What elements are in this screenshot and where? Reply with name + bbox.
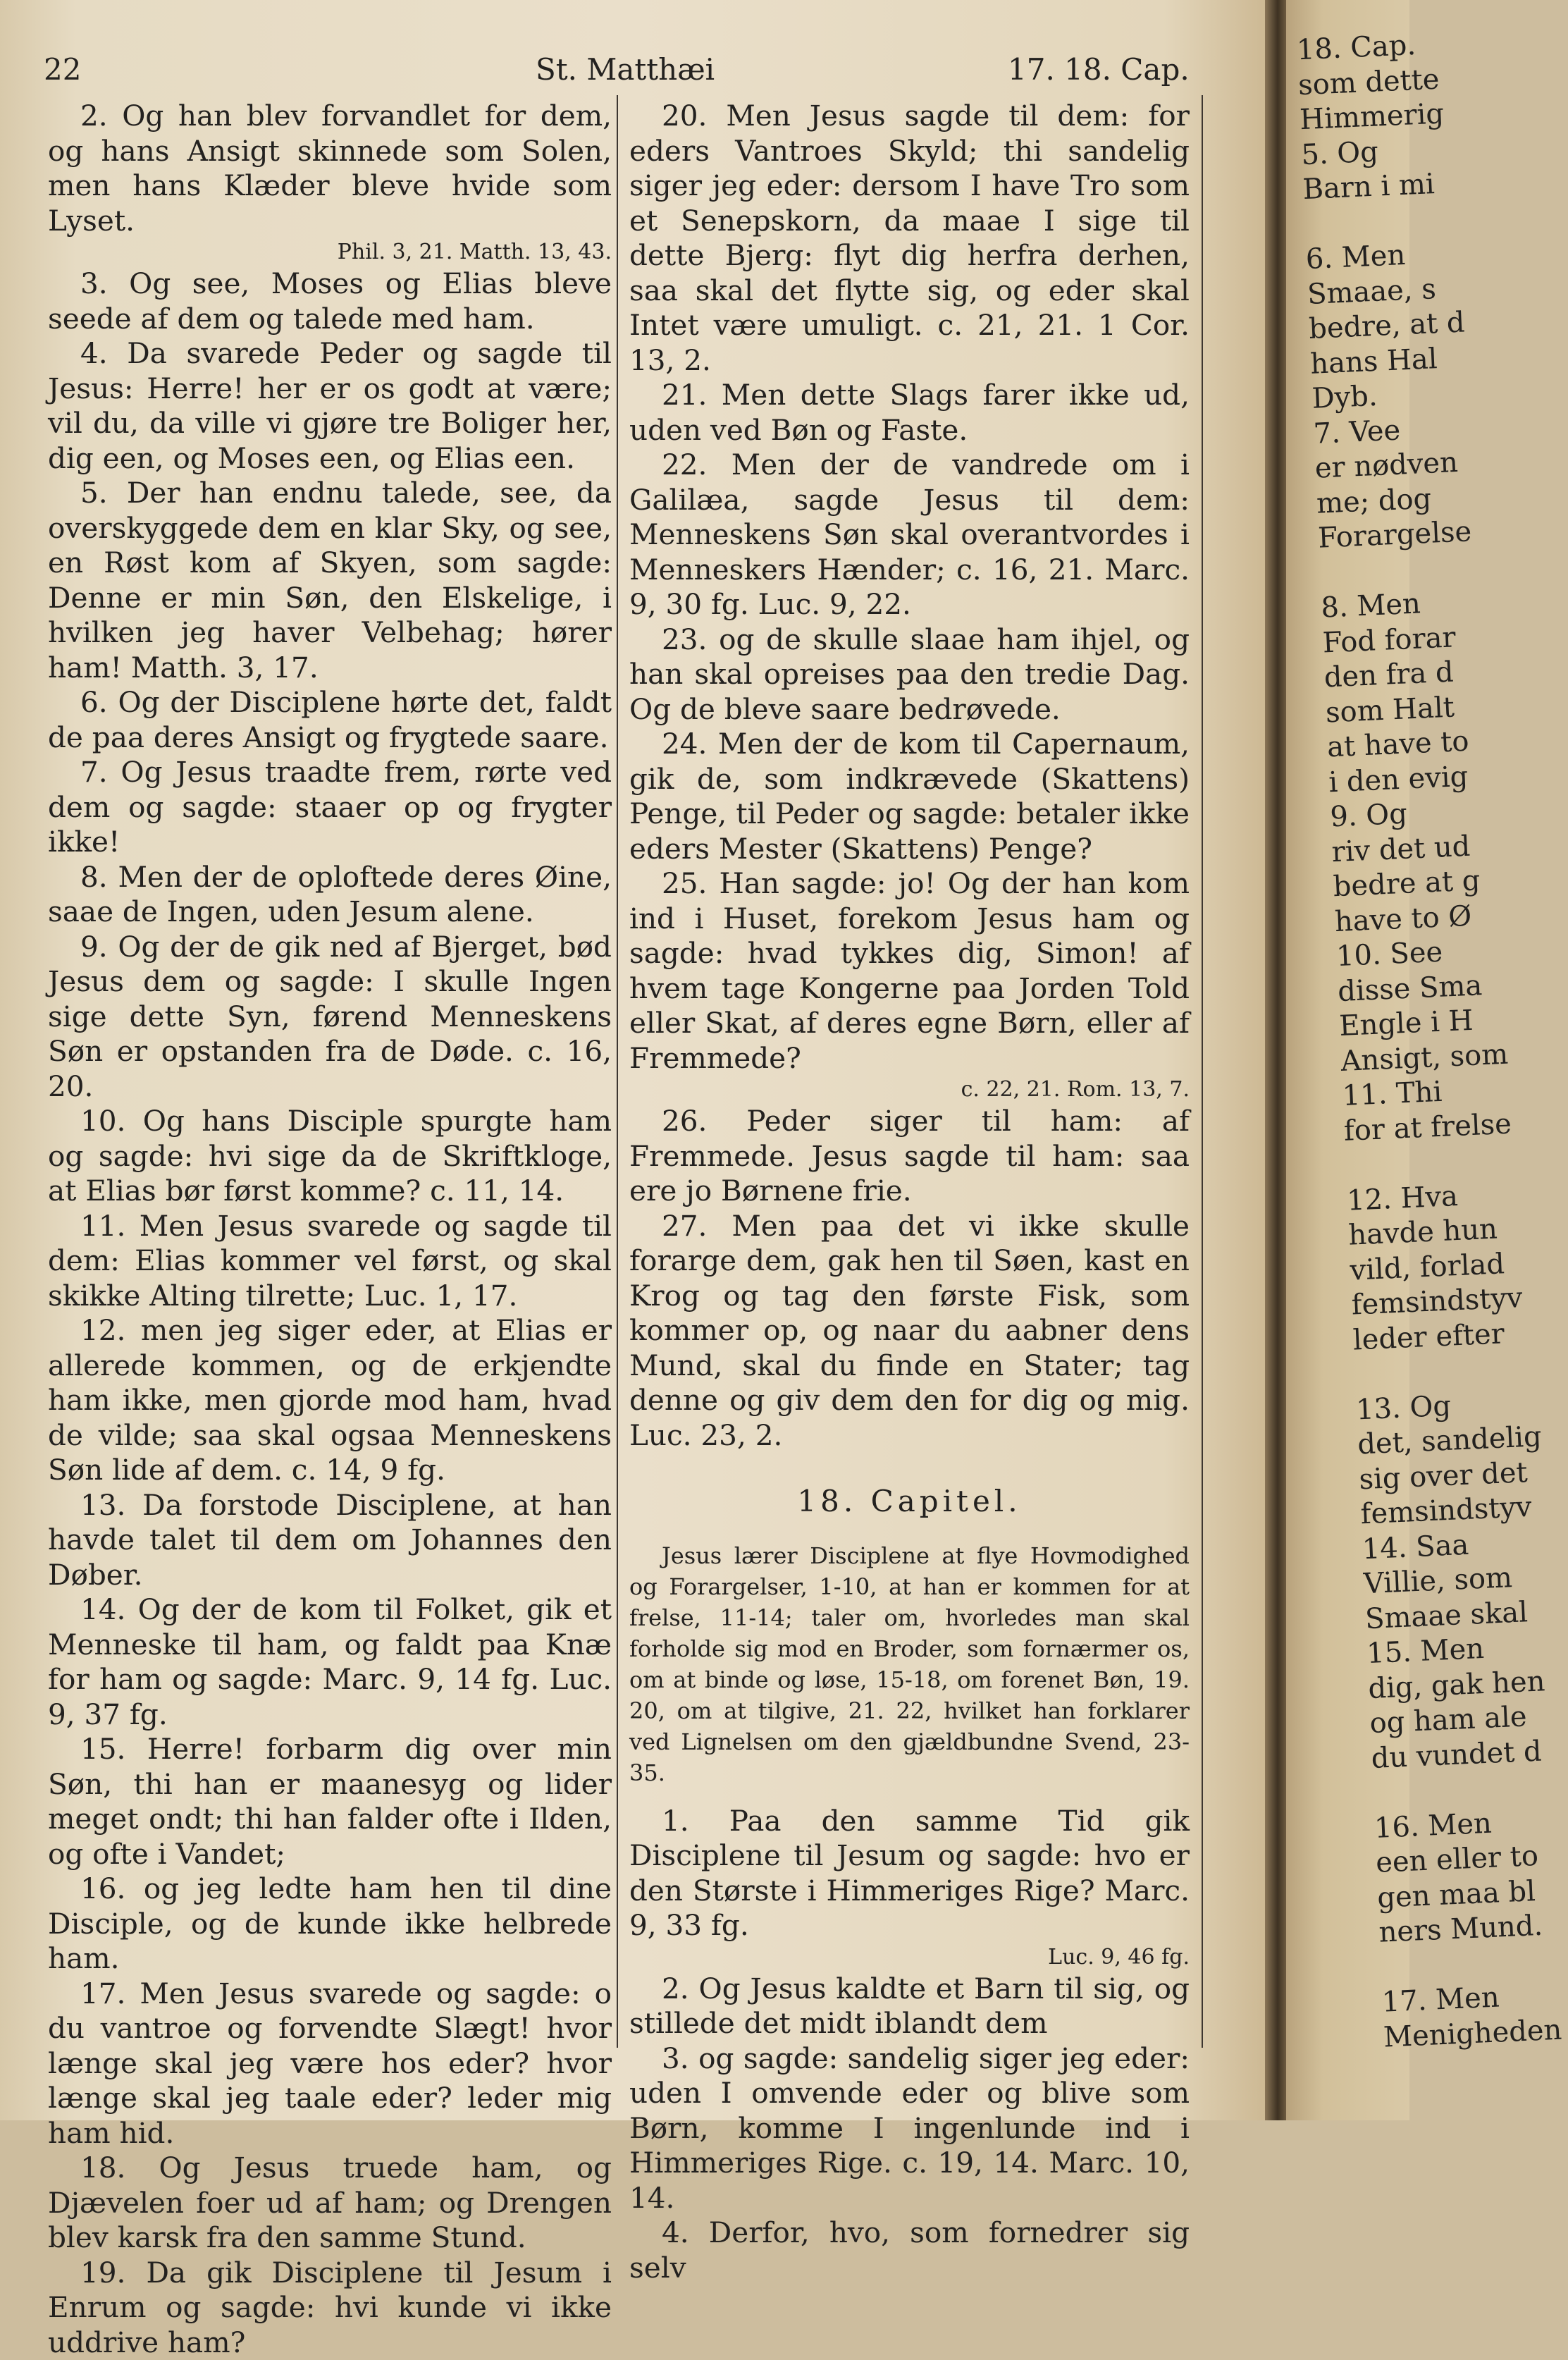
verse-text: 16. og jeg ledte ham hen til dine Disciple, og de kunde ikke helbrede ham. xyxy=(48,1872,612,1975)
chapter-title: 18. Capitel. xyxy=(629,1484,1190,1519)
next-page-line: havde hun xyxy=(1338,1210,1533,1253)
left-column xyxy=(48,99,612,2360)
verse-text: 11. Men Jesus svarede og sagde til dem: Elias kommer vel først, og skal skikke Alting tilrette; Luc. 1, 17. xyxy=(48,1209,612,1313)
next-page-line: 8. Men xyxy=(1311,583,1506,626)
verse-text: 27. Men paa det vi ikke skulle forarge dem, gak hen til Søen, kast en Krog og tag den første Fisk, som kommer op, og naar du aabner dens Mund, skal du finde en Stater; tag denne og giv dem den for dig og mig. Luc. 23, 2. xyxy=(629,1209,1190,1452)
verse-text: 8. Men der de oploftede deres Øine, saae de Ingen, uden Jesum alene. xyxy=(48,860,612,929)
verse-text: 23. og de skulle slaae ham ihjel, og han skal opreises paa den tredie Dag. Og de bleve saare bedrøvede. xyxy=(629,622,1190,726)
next-page-line: 5. Og xyxy=(1290,130,1486,173)
next-page-line: i den evig xyxy=(1318,757,1513,800)
verse-cross-reference: Luc. 9, 46 fg. xyxy=(629,1943,1190,1972)
next-page-line: som Halt xyxy=(1315,688,1510,731)
next-page-line: Forargelse xyxy=(1307,513,1502,556)
next-page-line: 7. Vee xyxy=(1303,409,1498,452)
verse-text: 13. Da forstode Disciplene, at han havde talet til dem om Johannes den Døber. xyxy=(48,1488,612,1592)
verse xyxy=(48,930,612,1105)
verse xyxy=(629,866,1190,1104)
chapter18-verses xyxy=(629,1804,1190,2286)
next-page-line: leder efter xyxy=(1342,1315,1538,1358)
verse xyxy=(629,622,1190,727)
verse xyxy=(48,99,612,266)
verse-text: 3. Og see, Moses og Elias bleve seede af dem og talede med ham. xyxy=(48,266,612,336)
next-page-line: riv det ud xyxy=(1321,827,1517,870)
next-page-line: Barn i mi xyxy=(1292,165,1488,208)
verse xyxy=(48,1872,612,1977)
verse-text: 20. Men Jesus sagde til dem: for eders Vantroes Skyld; thi sandelig siger jeg eder: dersom I have Tro som et Senepskorn, da maae I sige til dette Bjerg: flyt dig herfra derhen, saa skal det flytte sig, og eder skal Intet være umuligt. c. 21, 21. 1 Cor. 13, 2. xyxy=(629,99,1190,377)
verse xyxy=(629,727,1190,866)
chapter-indicator: 17. 18. Cap. xyxy=(1008,52,1190,87)
next-page-line: den fra d xyxy=(1314,653,1509,696)
next-page-line: 15. Men xyxy=(1356,1629,1551,1672)
verse xyxy=(629,99,1190,378)
verse xyxy=(629,448,1190,622)
next-page-line: som dette xyxy=(1288,60,1483,103)
verse-text: 6. Og der Disciplene hørte det, faldt de paa deres Ansigt og frygtede saare. xyxy=(48,685,612,754)
verse-text: 12. men jeg siger eder, at Elias er allerede kommen, og de erkjendte ham ikke, men gjorde mod ham, hvad de vilde; saa skal ogsaa Menneskens Søn lide af dem. c. 14, 9 fg. xyxy=(48,1313,612,1487)
next-page-line: Smaae skal xyxy=(1354,1594,1550,1637)
next-page-line: me; dog xyxy=(1306,479,1501,522)
next-page-line: Engle i H xyxy=(1328,1002,1524,1045)
verse-cross-reference: c. 22, 21. Rom. 13, 7. xyxy=(629,1076,1190,1104)
next-page-line: Himmerig xyxy=(1289,95,1484,138)
verse xyxy=(48,1104,612,1209)
verse xyxy=(629,1209,1190,1454)
next-page-line: 10. See xyxy=(1326,932,1521,975)
next-page-line: dig, gak hen xyxy=(1357,1664,1552,1707)
next-page-line: bedre at g xyxy=(1323,862,1518,905)
verse-text: 4. Da svarede Peder og sagde til Jesus: Herre! her er os godt at være; vil du, da ville vi gjøre tre Boliger her, dig een, og Moses een, og Elias een. xyxy=(48,336,612,475)
next-page-line: hans Hal xyxy=(1300,339,1495,382)
verse-text: 24. Men der de kom til Capernaum, gik de, som indkrævede (Skattens) Penge, til Peder og sagde: betaler ikke eders Mester (Skattens) Penge? xyxy=(629,727,1190,866)
chapter-summary: Jesus lærer Disciplene at flye Hovmodighed og Forargelser, 1-10, at han er kommen for at frelse, 11-14; taler om, hvorledes man skal forholde sig mod en Broder, som fornærmer os, om at binde og løse, 15-18, om forenet Bøn, 19. 20, om at tilgive, 21. 22, hvilket han forklarer ved Lignelsen om den gjældbundne Svend, 23-35. xyxy=(629,1540,1190,1788)
next-page-line: sig over det xyxy=(1349,1455,1544,1498)
verse xyxy=(48,1209,612,1314)
verse-cross-reference: Phil. 3, 21. Matth. 13, 43. xyxy=(48,238,612,266)
column-rule xyxy=(617,95,618,2048)
next-page-line: og ham ale xyxy=(1359,1699,1555,1742)
next-page-line: du vundet d xyxy=(1361,1733,1556,1776)
chapter17-continuation xyxy=(629,99,1190,1453)
next-page-line: 13. Og xyxy=(1345,1385,1541,1428)
next-page-line: Dyb. xyxy=(1302,374,1497,417)
book-gutter xyxy=(1265,0,1286,2120)
next-page-line: ners Mund. xyxy=(1369,1907,1564,1950)
verse xyxy=(48,685,612,755)
next-page-line: 12. Hva xyxy=(1336,1176,1531,1219)
next-page-line: Fod forar xyxy=(1312,618,1507,661)
verse-text: 19. Da gik Disciplene til Jesum i Enrum og sagde: hvi kunde vi ikke uddrive ham? xyxy=(48,2256,612,2359)
next-page-line: 6. Men xyxy=(1295,235,1490,278)
verse-text: 7. Og Jesus traadte frem, rørte ved dem og sagde: staaer op og frygter ikke! xyxy=(48,755,612,859)
verse-text: 25. Han sagde: jo! Og der han kom ind i Huset, forekom Jesus ham og sagde: hvad tykkes dig, Simon! af hvem tage Kongerne paa Jorden Told eller Skat, af deres egne Børn, eller af Fremmede? xyxy=(629,866,1190,1075)
next-page-line: Smaae, s xyxy=(1297,269,1492,312)
next-page-line: Villie, som xyxy=(1353,1559,1548,1602)
verse-text: 18. Og Jesus truede ham, og Djævelen foer ud af ham; og Drengen blev karsk fra den samme Stund. xyxy=(48,2151,612,2254)
verse xyxy=(48,1732,612,1872)
verse-text: 2. Og Jesus kaldte et Barn til sig, og stillede det midt iblandt dem xyxy=(629,1972,1190,2041)
verse-text: 10. Og hans Disciple spurgte ham og sagde: hvi sige da de Skriftkloge, at Elias bør først komme? c. 11, 14. xyxy=(48,1104,612,1207)
verse-text: 21. Men dette Slags farer ikke ud, uden ved Bøn og Faste. xyxy=(629,378,1190,447)
next-page-line: 11. Thi xyxy=(1332,1071,1527,1114)
next-page-line: femsindstyv xyxy=(1341,1280,1536,1323)
next-page-line: een eller to xyxy=(1365,1838,1560,1881)
verse-text: 3. og sagde: sandelig siger jeg eder: uden I omvende eder og blive som Børn, komme I ingenlunde ind i Himmeriges Rige. c. 19, 14. Marc. 10, 14. xyxy=(629,2041,1190,2215)
next-page-line: at have to xyxy=(1316,723,1512,766)
next-page-line: disse Sma xyxy=(1327,966,1522,1009)
next-page-line: 17. Men xyxy=(1371,1977,1567,2020)
verse xyxy=(48,1488,612,1593)
verse-text: 14. Og der de kom til Folket, gik et Menneske til ham, og faldt paa Knæ for ham og sagde: Marc. 9, 14 fg. Luc. 9, 37 fg. xyxy=(48,1592,612,1731)
next-page-line: gen maa bl xyxy=(1366,1873,1562,1916)
verse xyxy=(48,476,612,685)
verse-text: 5. Der han endnu talede, see, da overskyggede dem en klar Sky, og see, en Røst kom af Skyen, som sagde: Denne er min Søn, den Elskelige, i hvilken jeg haver Velbehag; hører ham! Matth. 3, 17. xyxy=(48,476,612,684)
verse xyxy=(629,2041,1190,2216)
verse xyxy=(48,860,612,930)
next-page-edge xyxy=(1286,0,1409,2120)
verse xyxy=(629,378,1190,448)
verse-text: 22. Men der de vandrede om i Galilæa, sagde Jesus til dem: Menneskens Søn skal overantvordes i Menneskers Hænder; c. 16, 21. Marc. 9, 30 fg. Luc. 9, 22. xyxy=(629,448,1190,621)
verse-text: 9. Og der de gik ned af Bjerget, bød Jesus dem og sagde: I skulle Ingen sige dette Syn, førend Menneskens Søn er opstanden fra de Døde. c. 16, 20. xyxy=(48,930,612,1103)
right-column xyxy=(629,99,1190,2285)
next-page-text xyxy=(1286,25,1568,2055)
verse xyxy=(629,1804,1190,1972)
verse-text: 2. Og han blev forvandlet for dem, og hans Ansigt skinnede som Solen, men hans Klæder bleve hvide som Lyset. xyxy=(48,99,612,238)
verse-text: 1. Paa den samme Tid gik Disciplene til Jesum og sagde: hvo er den Største i Himmeriges Rige? Marc. 9, 33 fg. xyxy=(629,1804,1190,1943)
next-page-line: Ansigt, som xyxy=(1331,1036,1526,1079)
verse-text: 4. Derfor, hvo, som fornedrer sig selv xyxy=(629,2215,1190,2285)
next-page-line: 14. Saa xyxy=(1352,1524,1547,1567)
verse xyxy=(48,1313,612,1488)
verse xyxy=(48,2256,612,2360)
next-page-line: femsindstyv xyxy=(1350,1489,1545,1532)
verse xyxy=(48,1592,612,1732)
next-page-line: er nødven xyxy=(1304,443,1500,486)
verse xyxy=(48,2151,612,2256)
next-page-line: vild, forlad xyxy=(1340,1246,1535,1289)
verse-text: 26. Peder siger til ham: af Fremmede. Jesus sagde til ham: saa ere jo Børnene frie. xyxy=(629,1104,1190,1207)
verse-text: 17. Men Jesus svarede og sagde: o du vantroe og forvendte Slægt! hvor længe skal jeg være hos eder? hvor længe skal jeg taale eder? leder mig ham hid. xyxy=(48,1977,612,2150)
verse xyxy=(48,266,612,336)
next-page-line: 9. Og xyxy=(1320,792,1515,835)
verse-text: 15. Herre! forbarm dig over min Søn, thi han er maanesyg og lider meget ondt; thi han falder ofte i Ilden, og ofte i Vandet; xyxy=(48,1732,612,1871)
column-rule xyxy=(1202,95,1203,2048)
next-page-line: Menigheden xyxy=(1373,2012,1568,2055)
next-page-line: have to Ø xyxy=(1324,897,1519,940)
verse xyxy=(48,336,612,476)
next-page-line: bedre, at d xyxy=(1298,305,1493,348)
next-page-line: for at frelse xyxy=(1333,1106,1529,1149)
verse xyxy=(48,1977,612,2151)
verse xyxy=(629,2215,1190,2285)
next-page-line: 16. Men xyxy=(1364,1803,1559,1846)
verse xyxy=(629,1972,1190,2041)
next-page-line: 18. Cap. xyxy=(1286,25,1481,68)
running-title: St. Matthæi xyxy=(536,52,715,87)
page-number: 22 xyxy=(44,52,81,87)
verse xyxy=(48,755,612,860)
next-page-line: det, sandelig xyxy=(1347,1420,1542,1463)
verse xyxy=(629,1104,1190,1209)
